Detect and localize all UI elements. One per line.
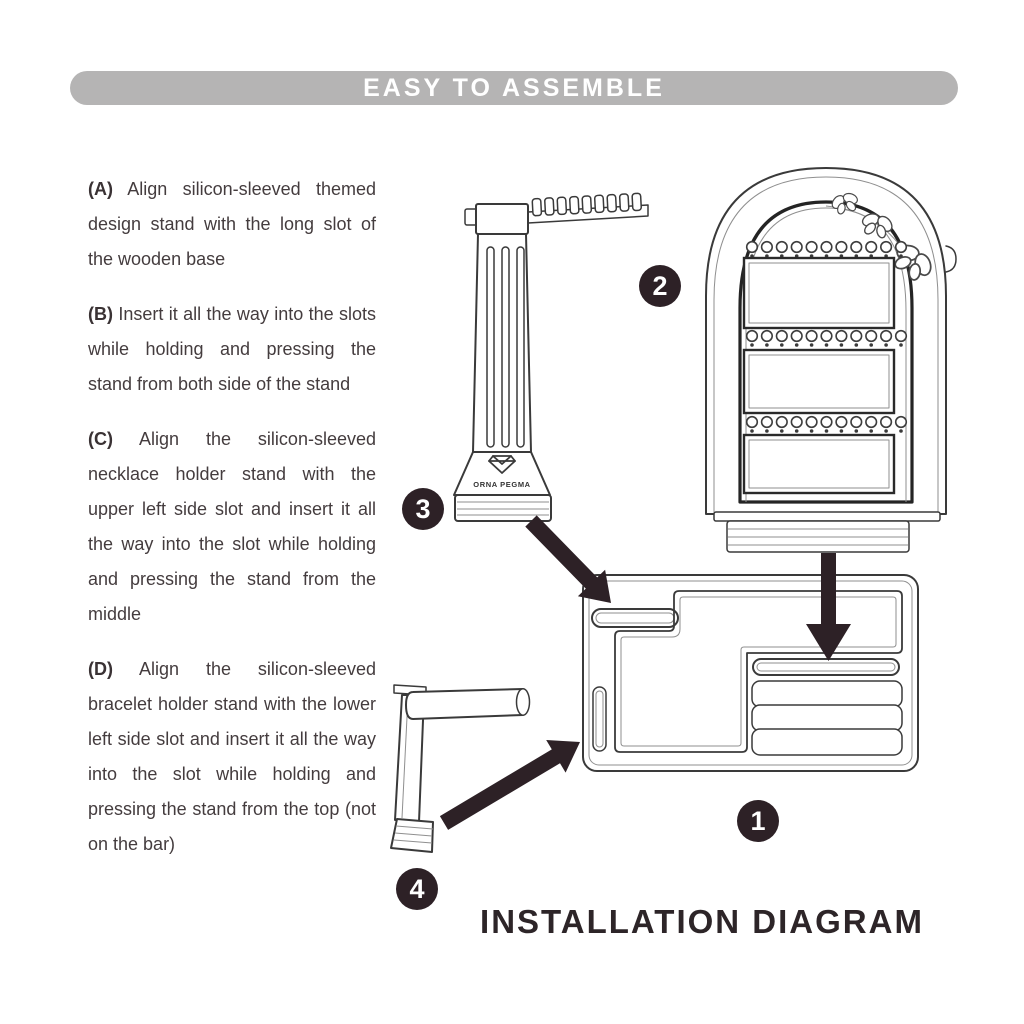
- step-text-c: Align the silicon-sleeved necklace holder stand with the upper left side slot and insert it all the way into the slot while holding and pressing the stand from the middle: [88, 429, 376, 624]
- long-slot: [753, 659, 899, 675]
- marker-base: 1: [737, 800, 779, 842]
- step-text-a: Align silicon-sleeved themed design stand with the long slot of the wooden base: [88, 179, 376, 269]
- ring-tray: [752, 681, 902, 755]
- display-panels: [744, 258, 894, 493]
- stand-foot: [391, 819, 433, 852]
- necklace-holder-stand: [454, 193, 648, 521]
- step-label-a: (A): [88, 179, 113, 199]
- step-label-c: (C): [88, 429, 113, 449]
- step-text-b: Insert it all the way into the slots while holding and pressing the stand from both side of the stand: [88, 304, 376, 394]
- step-label-d: (D): [88, 659, 113, 679]
- marker-necklace-stand: 3: [402, 488, 444, 530]
- themed-design-stand: [706, 168, 956, 552]
- bracelet-stand-slot: [593, 687, 606, 751]
- diagram-title: INSTALLATION DIAGRAM: [480, 903, 924, 940]
- marker-bracelet-stand: 4: [396, 868, 438, 910]
- wooden-base: [583, 575, 918, 771]
- brand-text: ORNA PEGMA: [473, 480, 531, 489]
- arrow-necklace-to-base: [525, 515, 611, 603]
- arrow-bracelet-to-base: [440, 740, 580, 830]
- step-label-b: (B): [88, 304, 113, 324]
- side-tab: [946, 246, 956, 272]
- stand-ribbed-foot: [727, 521, 909, 552]
- bracelet-bar: [406, 689, 523, 719]
- bracelet-holder-stand: [391, 685, 530, 852]
- step-text-d: Align the silicon-sleeved bracelet holder stand with the lower left side slot and insert it all the way into the slot while holding and pressing the stand from the top (not on the bar): [88, 659, 376, 854]
- stand-plinth: [714, 512, 940, 521]
- marker-themed-stand: 2: [639, 265, 681, 307]
- easy-to-assemble-banner: EASY TO ASSEMBLE: [70, 71, 958, 105]
- themed-stand-slot: [592, 609, 678, 627]
